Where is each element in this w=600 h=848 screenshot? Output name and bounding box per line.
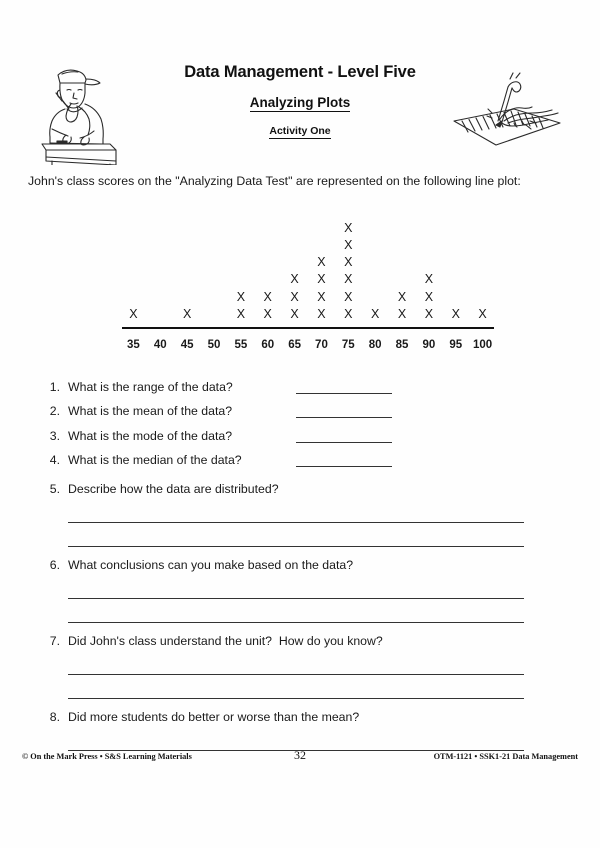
line-plot-x-mark: X [451,306,460,321]
line-plot-column [415,271,442,323]
line-plot-x-mark: X [290,306,299,321]
answer-lines [68,496,562,547]
line-plot-column [281,271,308,323]
axis-tick-label: 35 [127,339,140,351]
answer-blank[interactable] [296,380,392,394]
line-plot-x-mark: X [129,306,138,321]
page-footer [0,748,600,770]
line-plot-column [308,254,335,323]
line-plot-x-mark: X [424,306,434,321]
question-number: 4. [49,453,60,467]
axis-tick-label: 65 [288,339,301,351]
axis-tick-label: 75 [341,339,355,351]
line-plot-column [227,289,254,323]
axis-tick-label: 40 [153,339,167,351]
line-plot-x-mark: X [317,255,326,270]
line-plot-x-mark: X [182,306,192,321]
axis-tick-label: 80 [368,339,382,351]
axis-tick-label: 60 [261,339,275,351]
axis-tick-label: 90 [422,339,436,351]
line-plot-x-mark: X [236,289,246,304]
line-plot-x-mark: X [317,289,326,304]
answer-blank[interactable] [68,599,524,623]
answer-blank[interactable] [68,727,524,751]
line-plot-x-mark: X [478,306,487,321]
answer-blank[interactable] [68,575,524,599]
question-number: 5. [49,481,60,496]
line-plot-column [335,220,362,323]
answer-blank[interactable] [68,651,524,675]
question-row [38,558,562,572]
answer-blank[interactable] [296,453,392,467]
footer-publisher: © On the Mark Press • S&S Learning Materials [22,752,192,761]
axis-tick-label: 85 [395,339,409,351]
question-row [38,710,562,724]
answer-blank[interactable] [68,499,524,523]
question-number: 1. [49,379,60,394]
axis-tick-label: 100 [473,339,493,351]
line-plot-x-mark: X [344,255,353,270]
line-plot-x-mark: X [317,306,326,321]
question-number: 2. [49,404,60,418]
line-plot-column [254,289,281,323]
question-block [38,482,562,547]
question-row [38,425,562,446]
question-row [38,634,562,648]
line-plot-x-mark: X [397,289,407,304]
question-text: What is the median of the data? [68,453,242,467]
question-text: What is the range of the data? [68,379,233,394]
line-plot-x-mark: X [424,272,434,287]
question-block [38,558,562,623]
question-text: Did John's class understand the unit? How do you know? [68,633,383,648]
line-plot-x-mark: X [317,272,326,287]
question-text: Describe how the data are distributed? [68,481,279,496]
line-plot-x-mark: X [236,306,246,321]
axis-tick-label: 95 [449,339,463,351]
intro-paragraph: John's class scores on the "Analyzing Data Test" are represented on the following line plot: [28,174,521,188]
question-number: 3. [49,428,60,443]
line-plot-x-mark: X [424,289,434,304]
student-thinking-at-desk-icon [22,57,130,165]
axis-tick-label: 55 [234,339,248,351]
answer-lines [68,648,562,699]
line-plot-column [120,306,147,323]
answer-lines [68,572,562,623]
line-plot-column [174,306,201,323]
line-plot-x-mark: X [344,289,353,304]
question-block [38,710,562,751]
line-plot-column [362,306,389,323]
questions-list [38,376,562,751]
line-plot-x-mark: X [370,306,380,321]
answer-blank[interactable] [296,429,392,443]
line-plot-x-mark: X [397,306,407,321]
question-text: What is the mode of the data? [68,428,233,443]
line-plot-column [442,306,469,323]
question-block [38,634,562,699]
question-text: What is the mean of the data? [68,404,233,418]
answer-blank[interactable] [68,675,524,699]
line-plot-x-mark: X [344,306,353,321]
answer-blank[interactable] [296,404,392,418]
line-plot-axis-labels [120,339,496,351]
question-row [38,376,562,397]
question-number: 8. [49,709,60,724]
hand-writing-on-paper-icon [452,63,568,155]
line-plot-chart [0,214,600,359]
question-text: Did more students do better or worse than the mean? [68,709,360,724]
answer-lines [68,724,562,751]
line-plot-x-mark: X [290,272,299,287]
line-plot-axis [122,327,494,329]
page-title: Data Management - Level Five [184,63,416,81]
line-plot-column [469,306,496,323]
line-plot-x-mark: X [344,272,353,287]
line-plot-x-mark: X [290,289,299,304]
footer-page-number: 32 [294,748,306,762]
header-text-block [120,55,480,139]
line-plot-column [389,289,416,323]
line-plot-x-mark: X [263,306,272,321]
line-plot-x-mark: X [263,289,272,304]
footer-product-code: OTM-1121 • SSK1-21 Data Management [433,752,578,761]
question-row [38,482,562,496]
axis-tick-label: 70 [315,339,328,351]
line-plot-x-mark: X [344,220,353,235]
question-row [38,450,562,471]
line-plot-columns [120,220,496,323]
line-plot-x-mark: X [344,238,353,253]
axis-tick-label: 45 [180,339,194,351]
page-header [0,55,600,160]
axis-tick-label: 50 [207,339,221,351]
activity-label: Activity One [269,125,331,137]
answer-blank[interactable] [68,523,524,547]
page-subtitle: Analyzing Plots [249,95,351,110]
question-number: 7. [49,633,60,648]
question-text: What conclusions can you make based on the data? [68,557,354,572]
question-number: 6. [49,557,60,572]
question-row [38,401,562,422]
